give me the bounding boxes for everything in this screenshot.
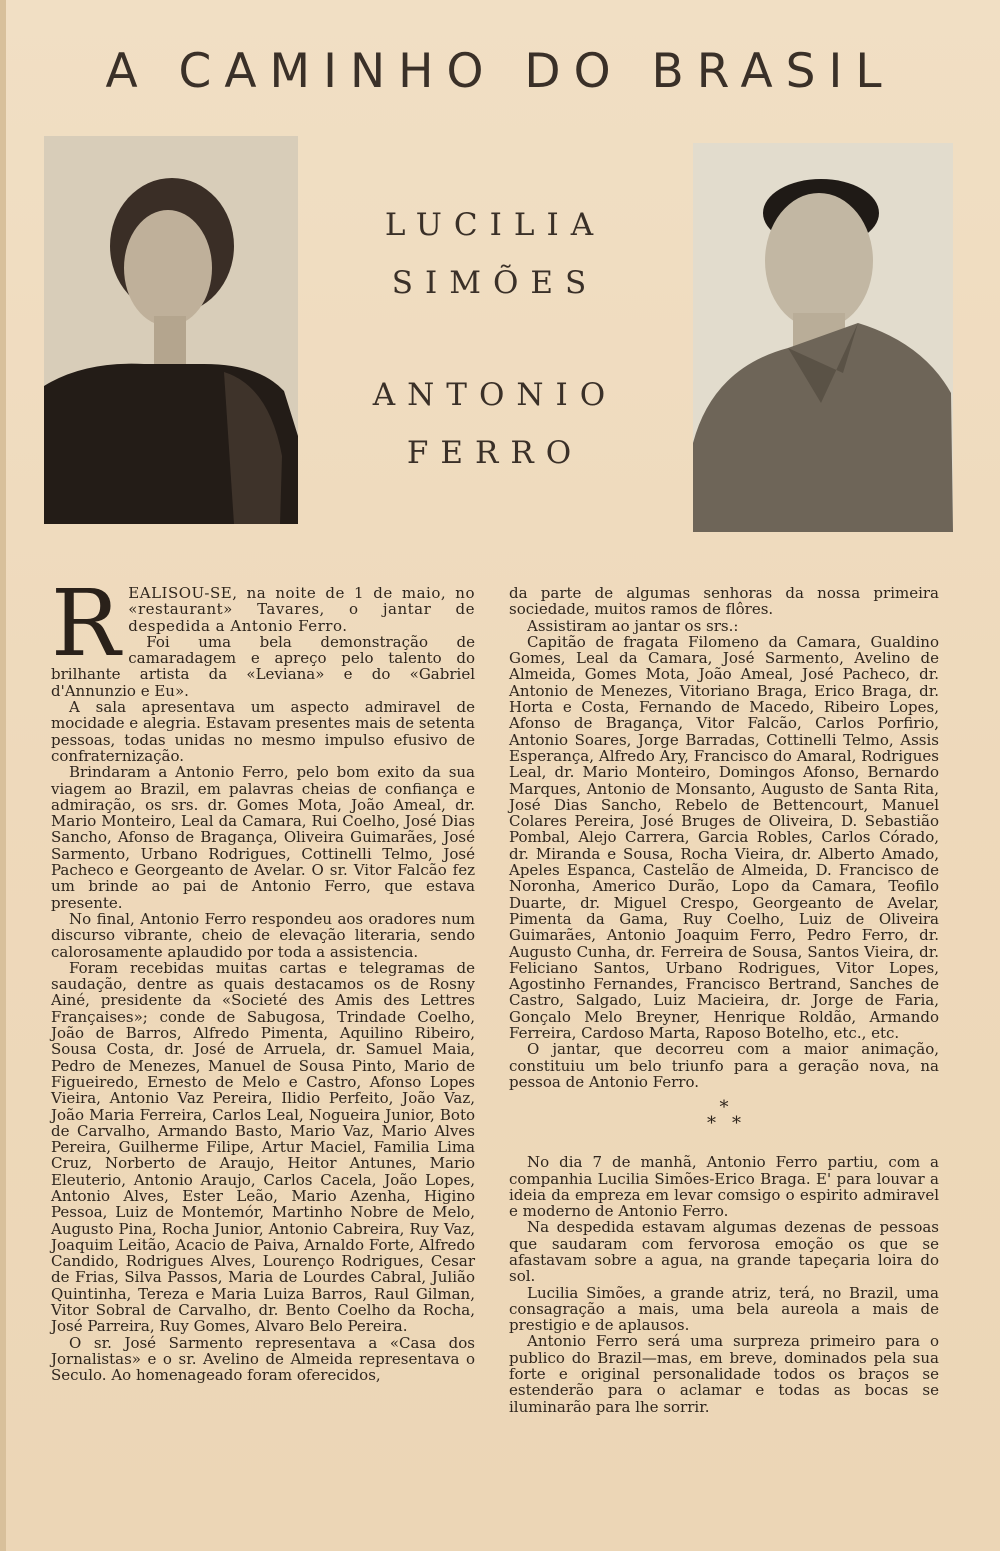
portrait-woman-image [44,136,298,524]
article-paragraph: No dia 7 de manhã, Antonio Ferro partiu, com a companhia Lucilia Simões-Erico Braga. E' para louvar a ideia da empreza em levar comsigo o espirito admiravel e moderno de Antonio Ferro. [509,1153,939,1221]
name-ferro: FERRO [406,435,584,471]
article-paragraph: REALISOU-SE, na noite de 1 de maio, no «restaurant» Tavares, o jantar de despedida a Antonio Ferro. [51,570,475,677]
section-separator [509,1097,939,1135]
name-antonio: ANTONIO [372,377,618,413]
portrait-man-image [693,143,953,532]
article-paragraph: Antonio Ferro será uma surpreza primeiro para o publico do Brazil—mas, em breve, dominados pela sua forte e original personalidade todos os braços se estenderão para o aclamar e todas as bocas se iluminarão para lhe sorrir. [509,1332,939,1416]
article-column-right [509,585,939,1415]
article-paragraph: Na despedida estavam algumas dezenas de pessoas que saudaram com fervorosa emoção os que se afastavam sobre a agua, na grande tapeçaria loira do sol. [509,1218,939,1286]
article-paragraph: No final, Antonio Ferro respondeu aos oradores num discurso vibrante, cheio de elevação literaria, sendo calorosamente aplaudido por toda a assistencia. [51,909,475,961]
article-paragraph: A sala apresentava um aspecto admiravel de mocidade e alegria. Estavam presentes mais de setenta pessoas, todas unidas no mesmo impulso efusivo de confraternização. [51,698,475,765]
separator-star: * [732,1113,757,1135]
portrait-photo-lucilia-simoes [44,136,298,524]
article-paragraph: da parte de algumas senhoras da nossa primeira sociedade, muitos ramos de flôres. [509,584,939,619]
drop-cap: R [51,570,121,677]
featured-names [300,196,690,482]
name-simoes: SIMÕES [391,265,599,301]
article-column-left [51,570,475,1385]
separator-star: * [707,1113,732,1135]
article-paragraph: Brindaram a Antonio Ferro, pelo bom exito da sua viagem ao Brazil, em palavras cheias de confiança e admiração, os srs. dr. Gomes Mota, João Ameal, dr. Mario Monteiro, Leal da Camara, Rui Coelho, José Dias Sancho, Afonso de Bragança, Oliveira Guimarães, José Sarmento, Urbano Rodrigues, Cottinelli Telmo, José Pacheco e Georgeanto de Avelar. O sr. Vitor Falcão fez um brinde ao pai de Antonio Ferro, que estava presente. [51,763,475,912]
article-paragraph: O jantar, que decorreu com a maior animação, constituiu um belo triunfo para a geração nova, na pessoa de Antonio Ferro. [509,1040,939,1091]
portrait-photo-antonio-ferro [693,143,953,532]
page-title: A CAMINHO DO BRASIL [105,44,895,99]
article-paragraph: Lucilia Simões, a grande atriz, terá, no Brazil, uma consagração a mais, uma bela aureola a mais de prestigio e de aplausos. [509,1283,939,1335]
page-edge [0,0,6,1551]
separator-star: * [719,1097,729,1119]
article-paragraph: Foi uma bela demonstração de camaradagem e apreço pelo talento do brilhante artista da «Leviana» e do «Gabriel d'Annunzio e Eu». [51,632,475,700]
name-lucilia: LUCILIA [384,207,606,243]
article-paragraph: Assistiram ao jantar os srs.: [527,616,739,635]
article-paragraph: Capitão de fragata Filomeno da Camara, Gualdino Gomes, Leal da Camara, José Sarmento, Avelino de Almeida, Gomes Mota, João Ameal, José Pacheco, dr. Antonio de Menezes, Vitoriano Braga, Erico Braga, dr. Horta e Costa, Fernando de Macedo, Ribeiro Lopes, Afonso de Bragança, Vitor Falcão, Carlos Porfirio, Antonio Soares, Jorge Barradas, Cottinelli Telmo, Assis Esperança, Alfredo Ary, Francisco do Amaral, Rodrigues Leal, dr. Mario Monteiro, Domingos Afonso, Bernardo Marques, Antonio de Monsanto, Augusto de Santa Rita, José Dias Sancho, Rebelo de Bettencourt, Manuel Colares Pereira, José Bruges de Oliveira, D. Sebastião Pombal, Alejo Carrera, Garcia Robles, Carlos Córado, dr. Miranda e Sousa, Rocha Vieira, dr. Alberto Amado, Apeles Espanca, Castelão de Almeida, D. Francisco de Noronha, Americo Durão, Lopo da Camara, Teofilo Duarte, dr. Miguel Crespo, Georgeanto de Avelar, Pimenta da Gama, Ruy Coelho, Luiz de Oliveira Guimarães, Antonio Joaquim Ferro, Pedro Ferro, dr. Augusto Cunha, dr. Ferreira de Sousa, Santos Vieira, dr. Feliciano Santos, Urbano Rodrigues, Vitor Lopes, Agostinho Fernandes, Francisco Bertrand, Sanches de Castro, Salgado, Luiz Macieira, dr. Jorge de Faria, Gonçalo Melo Breyner, Henrique Roldão, Armando Ferreira, Cardoso Marta, Raposo Botelho, etc., etc. [509,632,939,1043]
article-paragraph: O sr. José Sarmento representava a «Casa dos Jornalistas» e o sr. Avelino de Almeida representava o Seculo. Ao homenageado foram oferecidos, [51,1333,475,1385]
article-paragraph: Foram recebidas muitas cartas e telegramas de saudação, dentre as quais destacamos os de Rosny Ainé, presidente da «Societé des Amis des Lettres Françaises»; conde de Sabugosa, Trindade Coelho, João de Barros, Alfredo Pimenta, Aquilino Ribeiro, Sousa Costa, dr. José de Arruela, dr. Samuel Maia, Pedro de Menezes, Manuel de Sousa Pinto, Mario de Figueiredo, Ernesto de Melo e Castro, Afonso Lopes Vieira, Antonio Vaz Pereira, Ilidio Perfeito, João Vaz, João Maria Ferreira, Carlos Leal, Nogueira Junior, Boto de Carvalho, Armando Basto, Mario Vaz, Mario Alves Pereira, Guilherme Filipe, Artur Maciel, Familia Lima Cruz, Norberto de Araujo, Heitor Antunes, Mario Eleuterio, Antonio Araujo, Carlos Cacela, João Lopes, Antonio Alves, Ester Leão, Mario Azenha, Higino Pessoa, Luiz de Montemór, Martinho Nobre de Melo, Augusto Pina, Rocha Junior, Antonio Cabreira, Ruy Vaz, Joaquim Leitão, Acacio de Paiva, Arnaldo Forte, Alfredo Candido, Rodrigues Alves, Lourenço Rodrigues, Cesar de Frias, Silva Passos, Maria de Lourdes Cabral, Julião Quintinha, Tereza e Maria Luiza Barros, Raul Gilman, Vitor Sobral de Carvalho, dr. Bento Coelho da Rocha, José Parreira, Ruy Gomes, Alvaro Belo Pereira. [51,958,475,1336]
